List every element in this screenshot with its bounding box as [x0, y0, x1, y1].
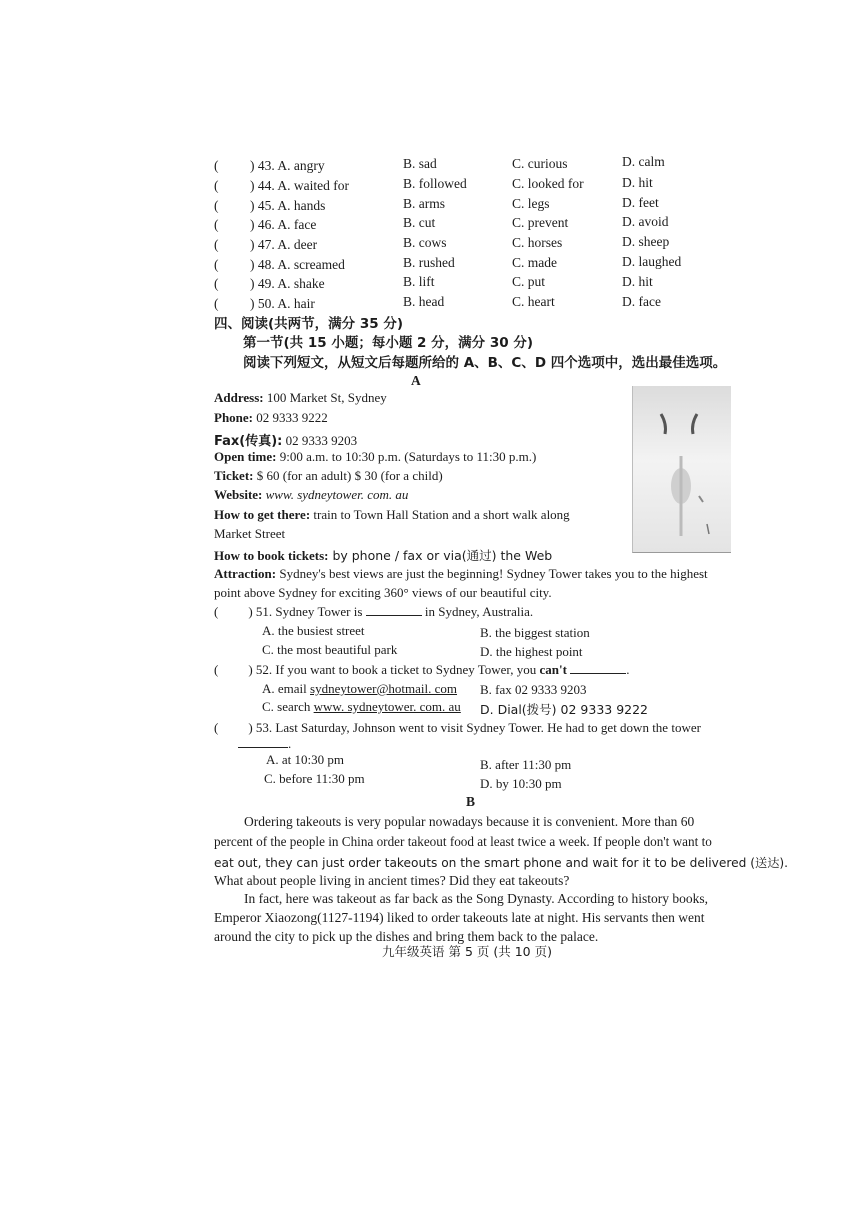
ticket-line [214, 468, 443, 484]
answer-paren: ( [214, 217, 219, 232]
website-line [214, 487, 408, 503]
q52-website-link: www. sydneytower. com. au [313, 699, 461, 714]
q53-option-a: A. at 10:30 pm [266, 752, 344, 767]
page-footer: 九年级英语 第 5 页 (共 10 页) [382, 944, 552, 959]
open-time-value: 9:00 a.m. to 10:30 p.m. (Saturdays to 11:30 p.m.) [276, 449, 537, 464]
question-51-stem-end: in Sydney, Australia. [424, 604, 534, 619]
answer-paren: ( [214, 296, 219, 311]
directions-line-2: Market Street [214, 526, 286, 541]
answer-blank [366, 615, 422, 616]
website-value: www. sydneytower. com. au [262, 487, 409, 502]
cloze-option-c: C. curious [512, 156, 568, 171]
question-53-blank-line: . [238, 736, 291, 752]
passage-b-line-5: In fact, here was takeout as far back as the Song Dynasty. According to history books, [244, 891, 709, 906]
fax-label: Fax(传真): [214, 434, 283, 449]
q52-option-c-text: C. search [262, 699, 314, 714]
section-title: 四、阅读(共两节，满分 35 分) [214, 316, 404, 332]
passage-a-letter: A [411, 373, 421, 388]
address-value: 100 Market St, Sydney [263, 390, 387, 405]
open-time-label: Open time: [214, 449, 277, 464]
q52-option-b: B. fax 02 9333 9203 [480, 682, 587, 697]
cloze-option-a: ) 45. A. hands [250, 198, 326, 213]
ticket-label: Ticket: [214, 468, 254, 483]
cloze-option-d: D. avoid [622, 214, 669, 229]
q53-option-c: C. before 11:30 pm [264, 771, 365, 786]
cloze-option-c: C. horses [512, 235, 563, 250]
booking-value: by phone / fax or via(通过) the Web [328, 548, 553, 563]
attraction-value: Sydney's best views are just the beginning! Sydney Tower takes you to the highest [276, 566, 708, 581]
q52-email-link: sydneytower@hotmail. com [310, 681, 458, 696]
answer-paren: ( [214, 257, 219, 272]
cloze-option-a: ) 44. A. waited for [250, 178, 349, 193]
q51-option-b: B. the biggest station [480, 625, 590, 640]
q53-option-d: D. by 10:30 pm [480, 776, 562, 791]
cloze-option-c: C. made [512, 255, 557, 270]
cloze-option-a: ) 47. A. deer [250, 237, 318, 252]
q52-option-c [262, 699, 461, 715]
cloze-option-b: B. arms [403, 196, 445, 211]
cloze-option-d: D. calm [622, 154, 665, 169]
booking-line [214, 546, 552, 564]
q51-option-c: C. the most beautiful park [262, 642, 398, 657]
cloze-option-c: C. put [512, 274, 546, 289]
passage-b-line-1: Ordering takeouts is very popular nowadays because it is convenient. More than 60 [244, 814, 695, 829]
sydney-tower-photo [632, 386, 731, 553]
answer-paren: ( [214, 237, 219, 252]
attraction-label: Attraction: [214, 566, 277, 581]
question-51-stem: ) 51. Sydney Tower is [248, 604, 363, 619]
website-label: Website: [214, 487, 263, 502]
question-52-emphasis: can't [539, 662, 567, 677]
passage-b-line-6: Emperor Xiaozong(1127-1194) liked to order takeouts late at night. His servants then went [214, 910, 705, 925]
cloze-option-d: D. feet [622, 195, 659, 210]
cloze-option-c: C. heart [512, 294, 555, 309]
question-53-stem: ) 53. Last Saturday, Johnson went to visit Sydney Tower. He had to get down the tower [248, 720, 701, 735]
cloze-option-a: ) 43. A. angry [250, 158, 325, 173]
attraction-line-2: point above Sydney for exciting 360° views of our beautiful city. [214, 585, 552, 600]
cloze-option-a: ) 50. A. hair [250, 296, 315, 311]
cloze-option-d: D. face [622, 294, 661, 309]
cloze-option-a: ) 49. A. shake [250, 276, 325, 291]
q53-option-b: B. after 11:30 pm [480, 757, 572, 772]
directions-value: train to Town Hall Station and a short walk along [310, 507, 570, 522]
passage-b-line-7: around the city to pick up the dishes and bring them back to the palace. [214, 929, 599, 944]
answer-blank [238, 747, 288, 748]
cloze-option-d: D. laughed [622, 254, 682, 269]
cloze-option-d: D. hit [622, 175, 653, 190]
cloze-option-b: B. rushed [403, 255, 455, 270]
ticket-value: $ 60 (for an adult) $ 30 (for a child) [253, 468, 443, 483]
passage-b-letter: B [466, 794, 476, 809]
reading-instruction: 阅读下列短文，从短文后每题所给的 A、B、C、D 四个选项中，选出最佳选项。 [243, 355, 727, 371]
passage-b-line-3: eat out, they can just order takeouts on the smart phone and wait for it to be delivered (送达). [214, 856, 789, 870]
part-title: 第一节(共 15 小题；每小题 2 分，满分 30 分) [243, 335, 534, 351]
q52-option-a-text: A. email [262, 681, 311, 696]
q51-option-d: D. the highest point [480, 644, 583, 659]
cloze-option-c: C. prevent [512, 215, 569, 230]
question-52: ( ) 52. If you want to book a ticket to Sydney Tower, you can't . [214, 662, 630, 677]
cloze-option-c: C. legs [512, 196, 550, 211]
fax-value: 02 9333 9203 [282, 433, 358, 448]
answer-paren: ( [214, 604, 219, 619]
cloze-option-b: B. head [403, 294, 445, 309]
cloze-option-a: ) 48. A. screamed [250, 257, 345, 272]
cloze-option-b: B. cows [403, 235, 447, 250]
cloze-option-b: B. cut [403, 215, 436, 230]
directions-label: How to get there: [214, 507, 311, 522]
answer-paren: ( [214, 720, 219, 735]
answer-paren: ( [214, 158, 219, 173]
fax-line [214, 430, 357, 449]
question-51 [214, 604, 533, 620]
attraction-line [214, 566, 708, 582]
answer-paren: ( [214, 178, 219, 193]
directions-line [214, 507, 570, 523]
passage-b-line-2: percent of the people in China order takeout food at least twice a week. If people don't want to [214, 834, 712, 849]
passage-b-line-4: What about people living in ancient times? Did they eat takeouts? [214, 873, 570, 888]
cloze-option-a: ) 46. A. face [250, 217, 317, 232]
phone-label: Phone: [214, 410, 253, 425]
tower-image-icon [633, 386, 731, 552]
cloze-option-d: D. sheep [622, 234, 670, 249]
question-52-stem: ) 52. If you want to book a ticket to Sydney Tower, you [248, 662, 537, 677]
cloze-option-d: D. hit [622, 274, 653, 289]
address-line [214, 390, 387, 406]
answer-blank [570, 673, 626, 674]
q52-option-d: D. Dial(拨号) 02 9333 9222 [480, 702, 649, 717]
booking-label: How to book tickets: [214, 548, 329, 563]
answer-paren: ( [214, 276, 219, 291]
cloze-option-c: C. looked for [512, 176, 584, 191]
cloze-option-b: B. followed [403, 176, 467, 191]
cloze-option-b: B. sad [403, 156, 437, 171]
q52-option-a [262, 681, 457, 697]
question-53 [214, 720, 701, 736]
address-label: Address: [214, 390, 264, 405]
phone-value: 02 9333 9222 [253, 410, 328, 425]
cloze-option-b: B. lift [403, 274, 435, 289]
answer-paren: ( [214, 198, 219, 213]
phone-line [214, 410, 328, 426]
q51-option-a: A. the busiest street [262, 623, 365, 638]
answer-paren: ( [214, 662, 219, 677]
open-time-line [214, 449, 536, 465]
